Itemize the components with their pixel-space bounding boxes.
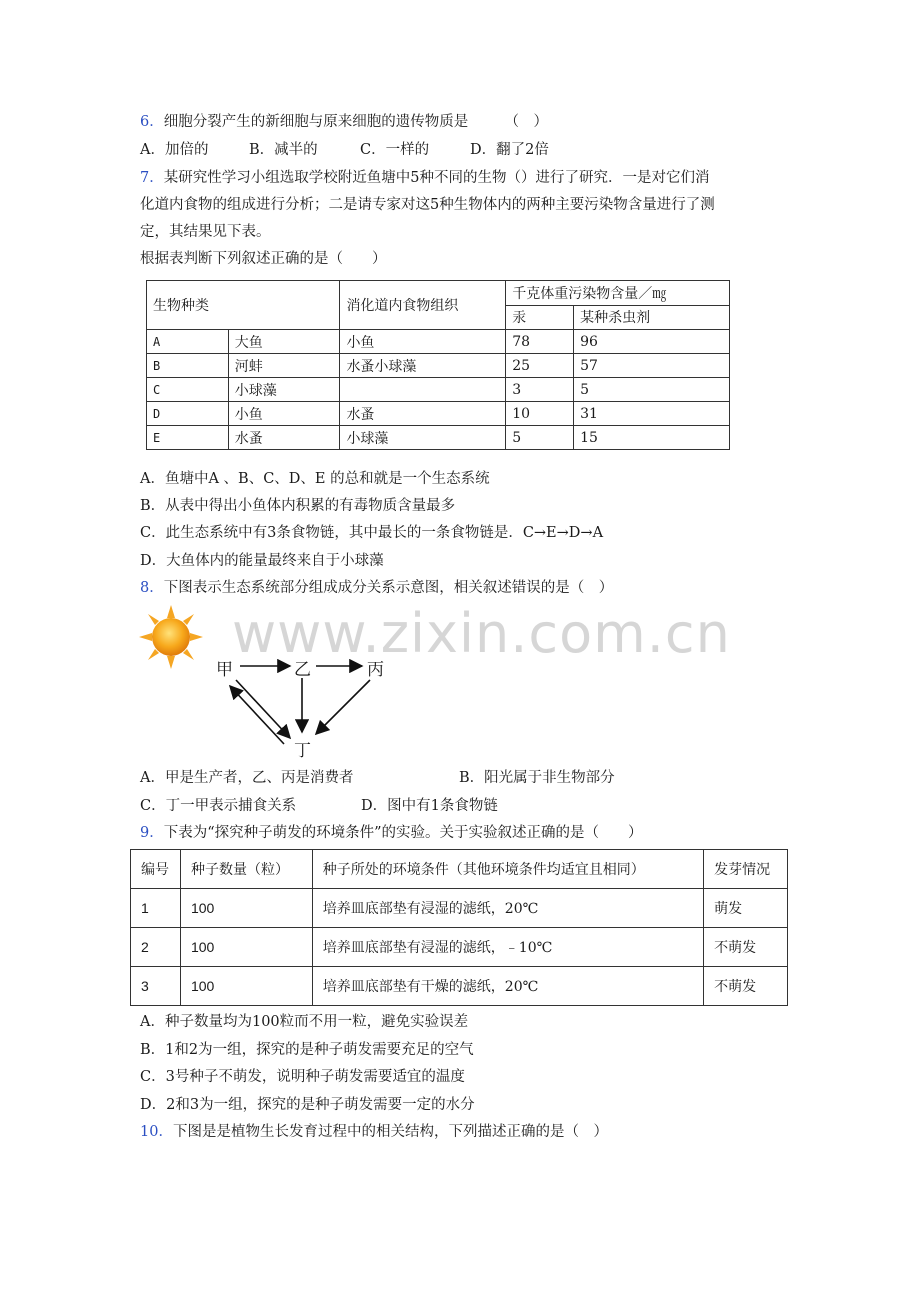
q6-option-d: D．翻了2倍: [470, 142, 549, 158]
table-cell: 小鱼: [228, 402, 340, 426]
table-row: [131, 889, 788, 928]
table-cell: 小鱼: [340, 330, 506, 354]
q7-th-species: 生物种类: [147, 281, 340, 330]
table-cell: 水蚤小球藻: [340, 354, 506, 378]
sun-icon: [138, 604, 204, 670]
table-cell: 培养皿底部垫有浸湿的滤纸，20℃: [312, 889, 703, 928]
table-cell: 不萌发: [704, 967, 788, 1006]
q7-option-a: A．鱼塘中A 、B、C、D、E 的总和就是一个生态系统: [140, 471, 490, 487]
q7-line3: 定，其结果见下表。: [140, 224, 271, 240]
q6-option-c: C．一样的: [360, 142, 430, 158]
node-bing: 丙: [367, 660, 384, 680]
table-cell: 96: [574, 330, 730, 354]
table-cell: 3: [506, 378, 574, 402]
table-cell: 31: [574, 402, 730, 426]
table-row: [147, 402, 730, 426]
q8-option-c: C．丁一甲表示捕食关系: [140, 798, 297, 814]
q8-stem: [140, 578, 613, 598]
q9-option-c: C．3号种子不萌发，说明种子萌发需要适宜的温度: [140, 1069, 465, 1085]
q8-option-d: D．图中有1条食物链: [361, 798, 498, 814]
table-cell: 小球藻: [340, 426, 506, 450]
table-cell: 2: [131, 928, 181, 967]
q9-th-result: 发芽情况: [704, 850, 788, 889]
table-cell: [340, 378, 506, 402]
q7-option-d: D．大鱼体内的能量最终来自于小球藻: [140, 553, 384, 569]
node-yi: 乙: [294, 660, 311, 680]
q9-text: 下表为“探究种子萌发的环境条件”的实验。关于实验叙述正确的是（ ）: [163, 825, 643, 841]
table-cell: 25: [506, 354, 574, 378]
q9-number: 9．: [140, 825, 164, 841]
arrow-ding-jia: [230, 686, 284, 744]
q9-option-d: D．2和3为一组，探究的是种子萌发需要一定的水分: [140, 1097, 475, 1113]
q10-text: 下图是是植物生长发育过程中的相关结构，下列描述正确的是（ ）: [172, 1124, 608, 1140]
q7-th-food: 消化道内食物组织: [340, 281, 506, 330]
q8-option-a: A．甲是生产者，乙、丙是消费者: [140, 770, 354, 786]
q7-line1: 某研究性学习小组选取学校附近鱼塘中5种不同的生物（）进行了研究．一是对它们消: [163, 170, 710, 186]
q7-option-c: C．此生态系统中有3条食物链，其中最长的一条食物链是．C→E→D→A: [140, 525, 604, 541]
table-cell: B: [147, 354, 229, 378]
q10-stem: [140, 1122, 608, 1142]
q6-text: 细胞分裂产生的新细胞与原来细胞的遗传物质是 （ ）: [163, 114, 548, 130]
table-cell: 水蚤: [228, 426, 340, 450]
node-ding: 丁: [294, 741, 311, 761]
table-cell: 萌发: [704, 889, 788, 928]
table-row: [147, 354, 730, 378]
q9-stem: [140, 823, 643, 843]
q9-table: [130, 849, 788, 1006]
table-cell: 78: [506, 330, 574, 354]
table-cell: 不萌发: [704, 928, 788, 967]
table-cell: E: [147, 426, 229, 450]
table-row: [147, 378, 730, 402]
q7-th-pesticide: 某种杀虫剂: [574, 305, 730, 330]
watermark: www.zixin.com.cn: [232, 602, 731, 665]
table-cell: A: [147, 330, 229, 354]
q7-th-pollutant: 千克体重污染物含量／㎎: [506, 281, 730, 306]
table-row: [131, 928, 788, 967]
table-cell: 100: [180, 928, 312, 967]
q7-number: 7．: [140, 170, 164, 186]
q7-th-mercury: 汞: [506, 305, 574, 330]
table-cell: 水蚤: [340, 402, 506, 426]
q6-option-b: B．减半的: [249, 142, 318, 158]
table-cell: 3: [131, 967, 181, 1006]
q6-number: 6．: [140, 114, 164, 130]
q6-stem: [140, 112, 548, 132]
q10-number: 10．: [140, 1124, 173, 1140]
q9-th-condition: 种子所处的环境条件（其他环境条件均适宜且相同）: [312, 850, 703, 889]
arrow-bing-ding: [316, 680, 370, 734]
table-row: [147, 330, 730, 354]
q9-option-a: A．种子数量均为100粒而不用一粒，避免实验误差: [140, 1014, 469, 1030]
table-cell: 100: [180, 967, 312, 1006]
q7-line4: 根据表判断下列叙述正确的是（ ）: [140, 251, 387, 267]
q6-option-a: A．加倍的: [140, 142, 209, 158]
table-cell: 培养皿底部垫有干燥的滤纸，20℃: [312, 967, 703, 1006]
q7-table: [146, 280, 730, 450]
q8-number: 8．: [140, 580, 164, 596]
q8-text: 下图表示生态系统部分组成成分关系示意图，相关叙述错误的是（ ）: [163, 580, 614, 596]
table-cell: C: [147, 378, 229, 402]
table-row: [147, 426, 730, 450]
table-cell: 5: [574, 378, 730, 402]
table-cell: 15: [574, 426, 730, 450]
q8-option-b: B．阳光属于非生物部分: [459, 770, 615, 786]
table-cell: 5: [506, 426, 574, 450]
table-cell: 大鱼: [228, 330, 340, 354]
q7-line2: 化道内食物的组成进行分析；二是请专家对这5种生物体内的两种主要污染物含量进行了测: [140, 197, 715, 213]
q9-th-count: 种子数量（粒）: [180, 850, 312, 889]
table-cell: 10: [506, 402, 574, 426]
table-cell: 小球藻: [228, 378, 340, 402]
arrow-jia-ding: [236, 680, 290, 738]
q9-th-id: 编号: [131, 850, 181, 889]
q7-option-b: B．从表中得出小鱼体内积累的有毒物质含量最多: [140, 498, 456, 514]
table-cell: 57: [574, 354, 730, 378]
q9-option-b: B．1和2为一组，探究的是种子萌发需要充足的空气: [140, 1042, 474, 1058]
table-cell: 培养皿底部垫有浸湿的滤纸，﹣10℃: [312, 928, 703, 967]
table-cell: 河蚌: [228, 354, 340, 378]
q7-stem: [140, 168, 709, 188]
table-row: [131, 967, 788, 1006]
table-cell: 1: [131, 889, 181, 928]
table-cell: D: [147, 402, 229, 426]
node-jia: 甲: [216, 660, 233, 680]
table-cell: 100: [180, 889, 312, 928]
